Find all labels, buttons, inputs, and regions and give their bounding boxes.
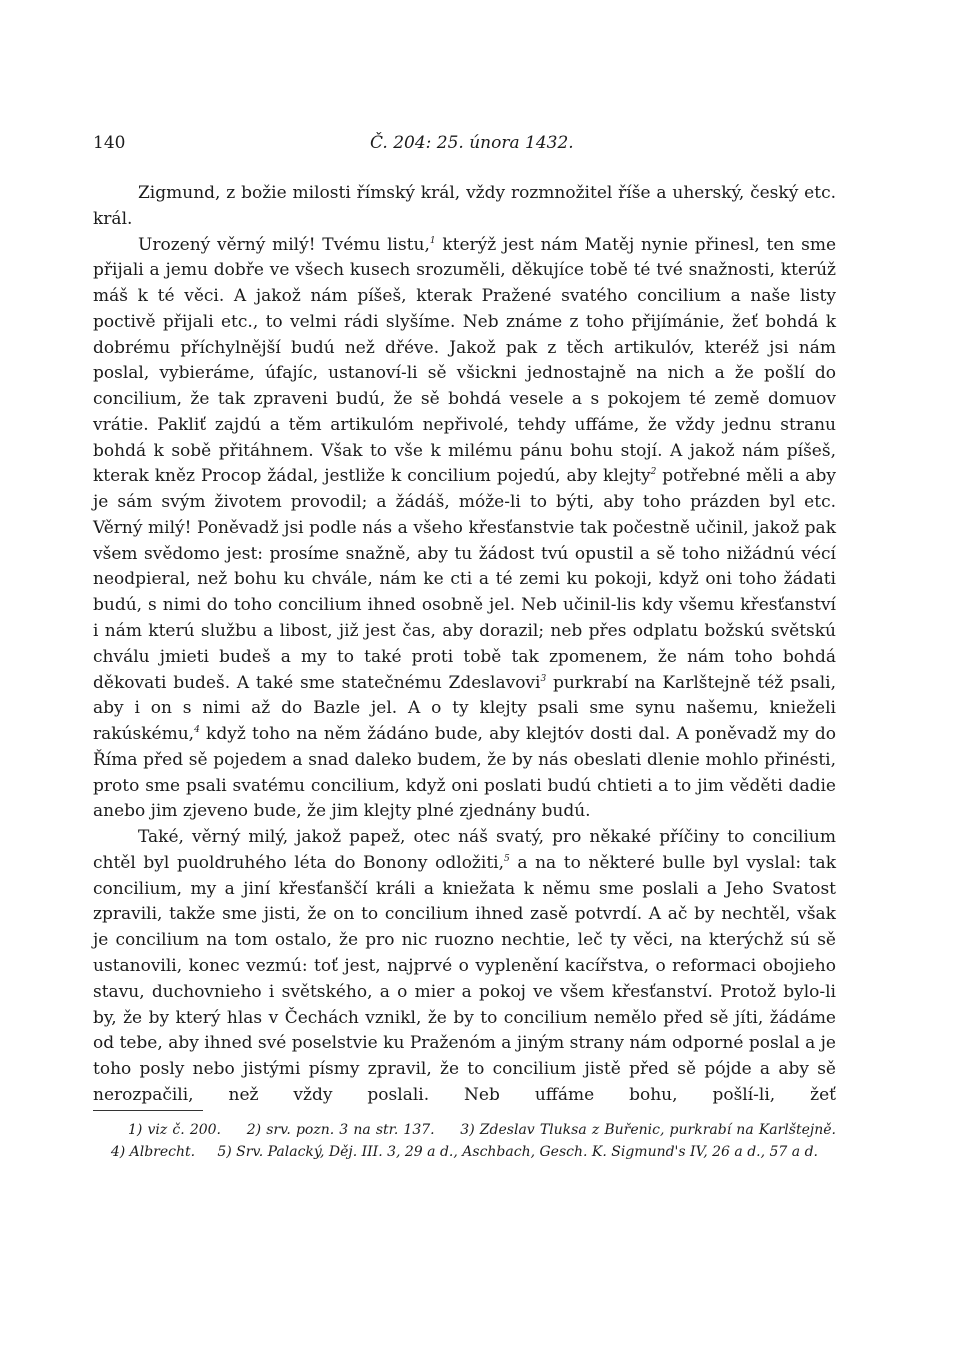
text-segment: potřebné měli a aby je sám svým životem provodil; a žádáš, móže-li to býti, aby toho prázden byl etc. Věrný milý! Poněvadž jsi podle nás a všeho křesťanstvie tak počestně učinil, jakož pak všem svědomo jest: prosíme snažně, aby tu žádost tvú opustil a sě toho nižádnú vécí neodpieral, než bohu ku chvále, nám ke cti a té zemi ku pokoji, když oni toho žádati budú, s nimi do toho concilium ihned osobně jel. Neb učinil-lis kdy všemu křesťanství i nám kterú službu a libost, již jest čas, aby dorazil; neb přes odplatu božskú světskú chválu jmieti budeš a my to také proti tobě tak zpomenem, že nám toho bohdá děkovati budeš. A také sme statečnému Zdeslavovi — [93, 466, 836, 693]
footnote-1: 1) viz č. 200. — [128, 1122, 222, 1138]
page-number: 140 — [93, 133, 126, 153]
footnote-rule — [93, 1110, 203, 1111]
text-segment: Urozený věrný milý! Tvému listu, — [138, 234, 430, 255]
text-segment: Zigmund, z božie milosti římský král, vždy rozmnožitel říše a uherský, český etc. král. — [93, 183, 836, 229]
footnote-3: 3) Zdeslav Tluksa z Buřenic, purkrabí na Karlštejně. — [460, 1122, 836, 1138]
footnote-2: 2) srv. pozn. 3 na str. 137. — [246, 1122, 435, 1138]
paragraph-council — [93, 825, 836, 1108]
footnote-mark: 2 — [650, 467, 657, 478]
footnote-mark: 1 — [429, 235, 436, 246]
text-segment: a na to některé bulle byl vyslal: tak concilium, my a jiní křesťanščí králi a kniežata k němu sme poslali a Jeho Svatost zpravili, takže sme jisti, že on to concilium ihned zasě potvrdí. A ač by nechtěl, však je concilium na tom ostalo, že pro nic ruozno nechtie, leč ty věci, na kterýchž sú sě ustanovili, konec vezmú: toť jest, najprvé o vyplenění kacířstva, o reformaci obojieho stavu, duchovnieho i světského, a o mier a pokoj ve všem křesťanství. Protož bylo-li by, že by který hlas v Čechách vznikl, že by to concilium nemělo před sě jíti, žádáme od tebe, aby ihned své poselstvie ku Praženóm a jiným strany nám odporné poslal a je toho posly nebo jistými písmy zpravil, že to concilium jistě před sě pójde a aby sě nerozpačili, než vždy poslali. Neb uffáme bohu, pošlí-li, žeť — [93, 852, 836, 1105]
footnote-mark: 5 — [504, 853, 510, 864]
text-segment: purkrabí na Karlštejně též psali, aby i on s nimi až do Bazle jel. A o ty klejty psali sme synu našemu, knieželi rakúskému, — [93, 672, 836, 745]
footnotes — [93, 1120, 836, 1163]
footnote-5: 5) Srv. Palacký, Děj. III. 3, 29 a d., Aschbach, Gesch. K. Sigmund's IV, 26 a d., 57 a d. — [217, 1143, 818, 1160]
paragraph-main — [93, 233, 836, 826]
text-segment: Také, věrný milý, jakož papež, otec náš svatý, pro někaké příčiny to concilium chtěl byl puoldruhého léta do Bonony odložiti, — [93, 827, 836, 873]
footnote-mark: 3 — [540, 673, 547, 684]
running-head: Č. 204: 25. února 1432. — [370, 133, 574, 153]
text-segment: když toho na něm žádáno bude, aby klejtóv dosti dal. A poněvadž my do Říma před sě pojedem a snad daleko budem, že by nás obeslati dlenie mohlo přinésti, proto sme psali svatému concilium, když oni poslati budú chtieti a to jim věděti dadie anebo jim zjeveno bude, že jim klejty plné zjednány budú. — [93, 724, 836, 822]
body-text — [93, 181, 836, 1109]
footnote-mark: 4 — [194, 725, 200, 736]
footnote-4: 4) Albrecht. — [110, 1143, 196, 1160]
text-segment: kterýž jest nám Matěj nynie přinesl, ten sme přijali a jemu dobře ve všech kusech srozuměli, děkujíce tobě té tvé snažnosti, kterúž máš k té věci. A jakož nám píšeš, kterak Pražené svatého concilium a naše listy poctivě přijali etc., to velmi rádi slyšíme. Neb známe z toho přijímánie, žeť bohdá k dobrému příchylnější budú než dřéve. Jakož pak z těch artikulóv, kteréž jsi nám poslal, vybieráme, úfajíc, ustanoví-li sě všickni jednostajně na nich a že pošlí do concilium, že tak zpraveni budú, že sě bohdá vesele a s pokojem té země domuov vrátie. Pakliť zajdú a těm artikulóm nepřivolé, tehdy uffáme, že vždy jednu stranu bohdá k sobě přitáhnem. Však to vše k milému pánu bohu stojí. A jakož nám píšeš, kterak kněz Procop žádal, jestliže k concilium pojedú, aby klejty — [93, 234, 836, 487]
paragraph-salutation — [93, 181, 836, 233]
